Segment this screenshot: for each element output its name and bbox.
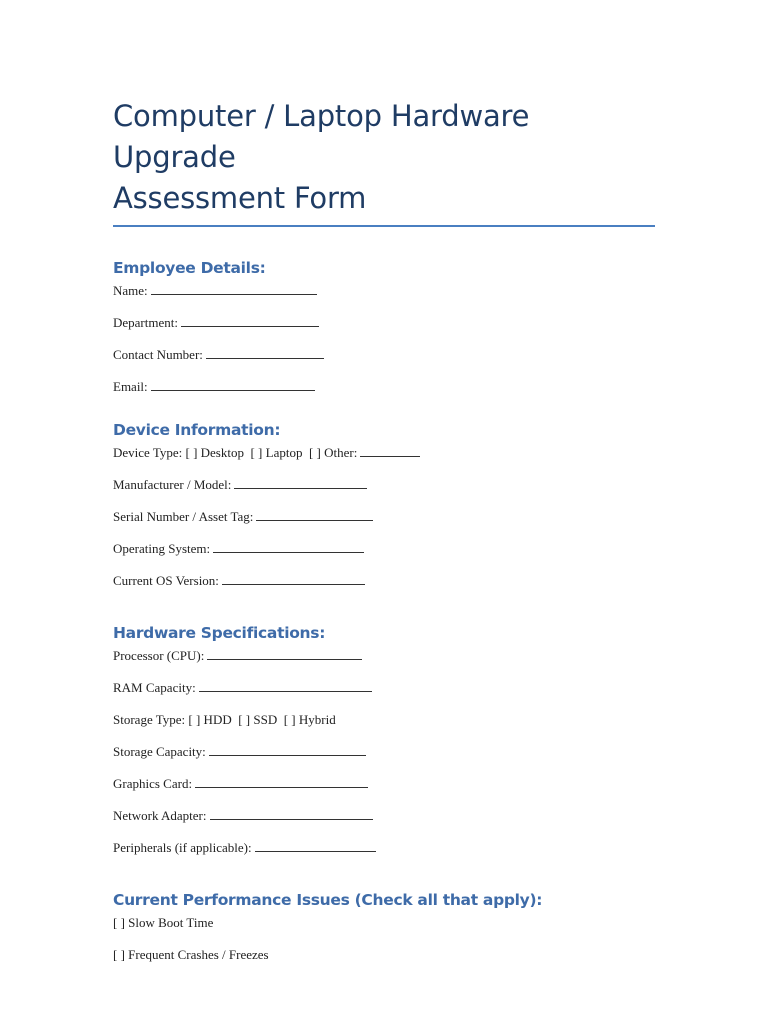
performance-issues-section xyxy=(113,890,655,963)
device-type-row xyxy=(113,444,655,461)
storage-capacity-input-line[interactable] xyxy=(209,744,366,756)
name-field-row xyxy=(113,282,655,299)
peripherals-input-line[interactable] xyxy=(255,840,376,852)
email-field-row xyxy=(113,378,655,395)
peripherals-label: Peripherals (if applicable): xyxy=(113,840,252,855)
device-information-heading: Device Information: xyxy=(113,421,281,439)
operating-system-label: Operating System: xyxy=(113,541,211,556)
ram-label: RAM Capacity: xyxy=(113,680,196,695)
hardware-specifications-section xyxy=(113,623,655,856)
employee-details-section xyxy=(113,258,655,395)
storage-type-row xyxy=(113,711,655,728)
storage-capacity-label: Storage Capacity: xyxy=(113,744,206,759)
contact-field-row xyxy=(113,346,655,363)
email-label: Email: xyxy=(113,379,148,394)
performance-issues-heading: Current Performance Issues (Check all that apply): xyxy=(113,891,543,909)
issue-item-label: [ ] Frequent Crashes / Freezes xyxy=(113,947,269,962)
graphics-card-input-line[interactable] xyxy=(195,776,368,788)
cpu-field-row xyxy=(113,647,655,664)
hardware-specifications-heading: Hardware Specifications: xyxy=(113,624,326,642)
network-adapter-input-line[interactable] xyxy=(210,808,373,820)
contact-number-label: Contact Number: xyxy=(113,347,203,362)
serial-number-input-line[interactable] xyxy=(256,509,373,521)
cpu-input-line[interactable] xyxy=(207,648,362,660)
contact-number-input-line[interactable] xyxy=(206,347,324,359)
email-input-line[interactable] xyxy=(151,379,315,391)
os-version-input-line[interactable] xyxy=(222,573,365,585)
name-label: Name: xyxy=(113,283,148,298)
device-type-other-input-line[interactable] xyxy=(360,445,420,457)
network-adapter-label: Network Adapter: xyxy=(113,808,207,823)
graphics-card-label: Graphics Card: xyxy=(113,776,193,791)
cpu-label: Processor (CPU): xyxy=(113,648,205,663)
employee-details-heading: Employee Details: xyxy=(113,259,266,277)
network-field-row xyxy=(113,807,655,824)
title-divider xyxy=(113,225,655,227)
department-input-line[interactable] xyxy=(181,315,319,327)
form-title-line-2: Assessment Form xyxy=(113,181,367,215)
form-title-line-1: Computer / Laptop Hardware Upgrade xyxy=(113,99,530,174)
department-field-row xyxy=(113,314,655,331)
peripherals-field-row xyxy=(113,839,655,856)
os-version-field-row xyxy=(113,572,655,589)
operating-system-input-line[interactable] xyxy=(213,541,364,553)
manufacturer-label: Manufacturer / Model: xyxy=(113,477,232,492)
device-information-section xyxy=(113,420,655,589)
form-title xyxy=(113,96,655,219)
issue-item-crashes[interactable] xyxy=(113,946,655,963)
manufacturer-field-row xyxy=(113,476,655,493)
os-version-label: Current OS Version: xyxy=(113,573,219,588)
ram-field-row xyxy=(113,679,655,696)
device-type-label: Device Type: [ ] Desktop [ ] Laptop [ ] Other: xyxy=(113,445,358,460)
ram-input-line[interactable] xyxy=(199,680,372,692)
storage-type-label: Storage Type: [ ] HDD [ ] SSD [ ] Hybrid xyxy=(113,712,336,727)
form-page xyxy=(113,96,655,963)
os-field-row xyxy=(113,540,655,557)
name-input-line[interactable] xyxy=(151,283,317,295)
issue-item-slow-boot[interactable] xyxy=(113,914,655,931)
graphics-field-row xyxy=(113,775,655,792)
serial-field-row xyxy=(113,508,655,525)
issue-item-label: [ ] Slow Boot Time xyxy=(113,915,214,930)
department-label: Department: xyxy=(113,315,178,330)
serial-number-label: Serial Number / Asset Tag: xyxy=(113,509,254,524)
manufacturer-input-line[interactable] xyxy=(234,477,367,489)
storage-capacity-field-row xyxy=(113,743,655,760)
